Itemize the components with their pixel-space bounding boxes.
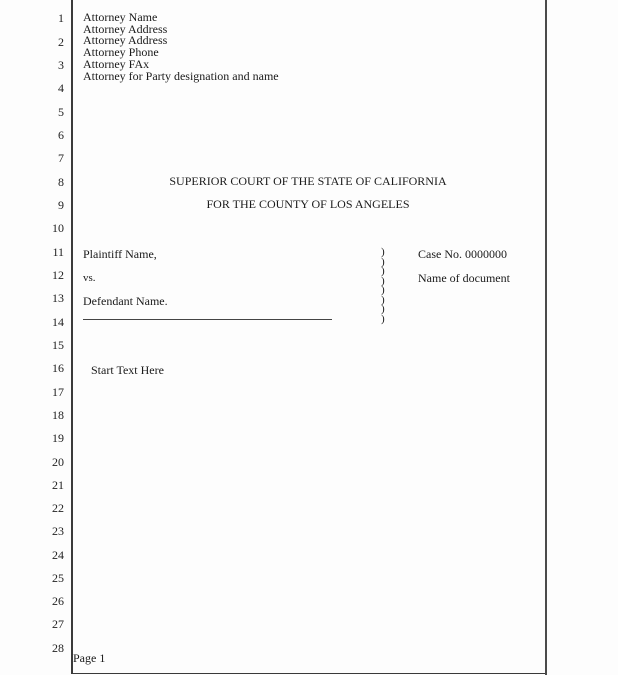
line-number: 25 <box>52 571 64 585</box>
line-number: 13 <box>52 291 64 305</box>
attorney-for-party: Attorney for Party designation and name <box>83 68 279 83</box>
bottom-margin-rule <box>71 673 545 674</box>
line-number: 28 <box>52 641 64 655</box>
caption-paren: ) <box>381 284 385 296</box>
line-number: 21 <box>52 478 64 492</box>
line-number: 3 <box>58 58 64 72</box>
defendant-name: Defendant Name. <box>83 294 168 308</box>
line-number-column <box>40 0 64 675</box>
caption-paren: ) <box>381 255 385 268</box>
attorney-name: Attorney Name <box>83 10 158 24</box>
attorney-info-block <box>83 12 279 82</box>
caption-paren: ) <box>381 265 385 277</box>
versus-label: vs. <box>83 272 96 284</box>
line-number: 23 <box>52 524 64 538</box>
court-county-heading: FOR THE COUNTY OF LOS ANGELES <box>206 197 410 211</box>
attorney-fax: Attorney FAx <box>83 56 150 71</box>
line-number: 15 <box>52 338 64 352</box>
caption-paren: ) <box>381 303 385 315</box>
plaintiff-name: Plaintiff Name, <box>83 247 157 261</box>
caption-paren-divider <box>381 248 391 324</box>
line-number: 8 <box>58 175 64 189</box>
line-number: 12 <box>52 268 64 282</box>
caption-paren: ) <box>381 274 385 287</box>
line-number: 1 <box>58 11 64 25</box>
line-number: 16 <box>52 361 64 375</box>
caption-paren: ) <box>381 312 385 325</box>
line-number: 9 <box>58 198 64 212</box>
right-margin-rule <box>545 0 547 675</box>
caption-paren: ) <box>381 246 385 258</box>
line-number: 27 <box>52 617 64 631</box>
case-number: Case No. 0000000 <box>418 247 507 261</box>
line-number: 22 <box>52 501 64 515</box>
left-margin-rule <box>71 0 73 674</box>
line-number: 14 <box>52 315 64 329</box>
caption-underline <box>83 319 332 320</box>
attorney-address: Attorney Address <box>83 33 168 48</box>
line-number: 4 <box>58 81 64 95</box>
line-number: 18 <box>52 408 64 422</box>
line-number: 20 <box>52 455 64 469</box>
line-number: 10 <box>52 221 64 235</box>
line-number: 7 <box>58 151 64 165</box>
attorney-phone: Attorney Phone <box>83 45 159 60</box>
caption-paren: ) <box>381 293 385 306</box>
line-number: 17 <box>52 385 64 399</box>
line-number: 26 <box>52 594 64 608</box>
line-number: 5 <box>58 105 64 119</box>
line-number: 11 <box>52 245 64 259</box>
line-number: 6 <box>58 128 64 142</box>
page-number-footer: Page 1 <box>73 651 106 665</box>
line-number: 19 <box>52 431 64 445</box>
document-name: Name of document <box>418 271 510 285</box>
line-number: 24 <box>52 548 64 562</box>
body-start-text[interactable]: Start Text Here <box>91 363 164 377</box>
line-number: 2 <box>58 35 64 49</box>
court-name-heading: SUPERIOR COURT OF THE STATE OF CALIFORNIA <box>169 174 447 188</box>
attorney-address: Attorney Address <box>83 21 168 36</box>
